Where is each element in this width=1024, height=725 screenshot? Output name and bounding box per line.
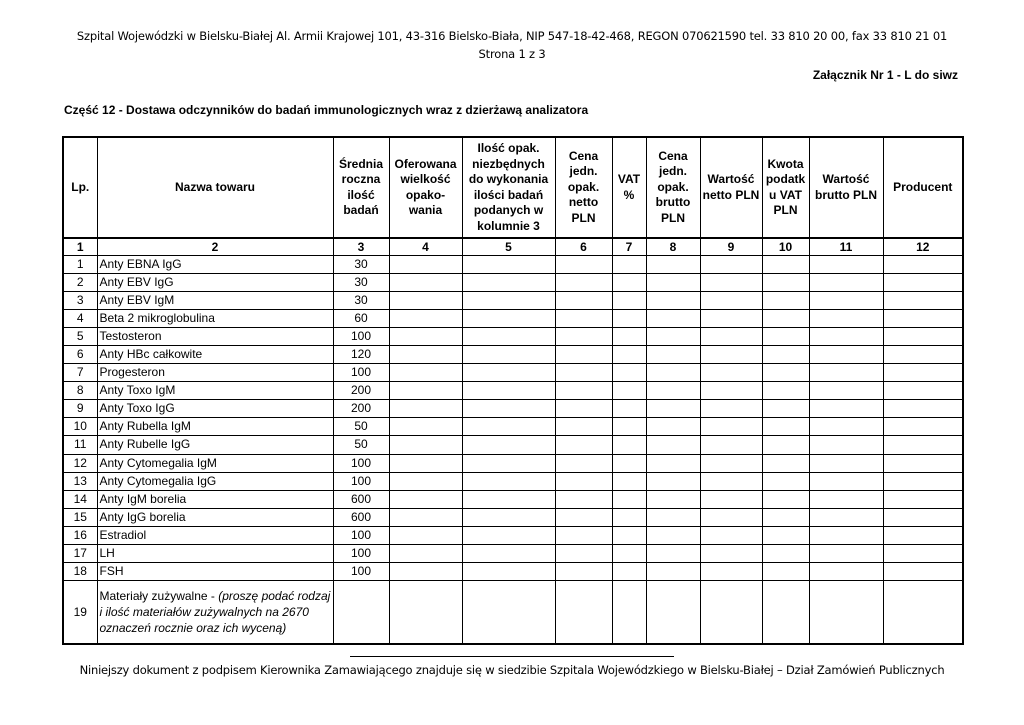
empty-cell bbox=[700, 490, 762, 508]
row-number: 10 bbox=[63, 418, 97, 436]
empty-cell bbox=[762, 364, 809, 382]
empty-cell bbox=[883, 490, 963, 508]
empty-cell bbox=[462, 545, 555, 563]
annual-quantity: 100 bbox=[333, 563, 389, 581]
empty-cell bbox=[883, 400, 963, 418]
empty-cell bbox=[646, 508, 700, 526]
hospital-header: Szpital Wojewódzki w Bielsku-Białej Al. Armii Krajowej 101, 43-316 Bielsko-Biała, NIP 547-18-42-468, REGON 070621590 tel. 33 810 20 00, fax 33 810 21 01 bbox=[76, 29, 948, 43]
column-number: 12 bbox=[883, 238, 963, 255]
annual-quantity: 200 bbox=[333, 400, 389, 418]
annual-quantity: 600 bbox=[333, 490, 389, 508]
product-name: Anty Rubelle IgG bbox=[97, 436, 333, 454]
empty-cell bbox=[646, 255, 700, 273]
table-row bbox=[63, 508, 963, 526]
empty-cell bbox=[646, 490, 700, 508]
empty-cell bbox=[809, 545, 883, 563]
empty-cell bbox=[389, 563, 462, 581]
row-number: 9 bbox=[63, 400, 97, 418]
empty-cell bbox=[555, 400, 612, 418]
product-name: Progesteron bbox=[97, 364, 333, 382]
column-header: Oferowana wielkość opako-wania bbox=[389, 137, 462, 238]
annual-quantity: 30 bbox=[333, 255, 389, 273]
empty-cell bbox=[612, 563, 646, 581]
column-number: 3 bbox=[333, 238, 389, 255]
empty-cell bbox=[612, 327, 646, 345]
row-number: 8 bbox=[63, 382, 97, 400]
column-header: Producent bbox=[883, 137, 963, 238]
empty-cell bbox=[612, 255, 646, 273]
table-row bbox=[63, 418, 963, 436]
empty-cell bbox=[646, 327, 700, 345]
column-number-row bbox=[63, 238, 963, 255]
empty-cell bbox=[883, 364, 963, 382]
product-name: Anty IgM borelia bbox=[97, 490, 333, 508]
empty-cell bbox=[612, 526, 646, 544]
empty-cell bbox=[646, 364, 700, 382]
table-row bbox=[63, 327, 963, 345]
table-row bbox=[63, 255, 963, 273]
empty-cell bbox=[612, 508, 646, 526]
empty-cell bbox=[646, 400, 700, 418]
empty-cell bbox=[462, 490, 555, 508]
empty-cell bbox=[700, 581, 762, 644]
table-header-row bbox=[63, 137, 963, 238]
empty-cell bbox=[700, 508, 762, 526]
empty-cell bbox=[700, 327, 762, 345]
empty-cell bbox=[883, 454, 963, 472]
row-number: 15 bbox=[63, 508, 97, 526]
empty-cell bbox=[809, 508, 883, 526]
empty-cell bbox=[389, 309, 462, 327]
empty-cell bbox=[389, 364, 462, 382]
empty-cell bbox=[555, 581, 612, 644]
annual-quantity: 100 bbox=[333, 526, 389, 544]
empty-cell bbox=[389, 581, 462, 644]
column-number: 11 bbox=[809, 238, 883, 255]
table-row bbox=[63, 436, 963, 454]
empty-cell bbox=[700, 400, 762, 418]
annual-quantity: 50 bbox=[333, 436, 389, 454]
annex-label: Załącznik Nr 1 - L do siwz bbox=[812, 68, 958, 82]
table-row bbox=[63, 545, 963, 563]
empty-cell bbox=[762, 418, 809, 436]
table-row bbox=[63, 526, 963, 544]
annual-quantity: 30 bbox=[333, 273, 389, 291]
empty-cell bbox=[762, 309, 809, 327]
row-number: 1 bbox=[63, 255, 97, 273]
empty-cell bbox=[883, 273, 963, 291]
empty-cell bbox=[809, 454, 883, 472]
empty-cell bbox=[555, 545, 612, 563]
empty-cell bbox=[809, 273, 883, 291]
part-title: Część 12 - Dostawa odczynników do badań immunologicznych wraz z dzierżawą analizatora bbox=[64, 103, 589, 117]
empty-cell bbox=[646, 581, 700, 644]
empty-cell bbox=[700, 364, 762, 382]
column-number: 9 bbox=[700, 238, 762, 255]
column-header: Kwota podatk u VAT PLN bbox=[762, 137, 809, 238]
product-name: Anty Rubella IgM bbox=[97, 418, 333, 436]
empty-cell bbox=[809, 327, 883, 345]
empty-cell bbox=[646, 382, 700, 400]
empty-cell bbox=[762, 400, 809, 418]
empty-cell bbox=[809, 400, 883, 418]
row-number: 13 bbox=[63, 472, 97, 490]
empty-cell bbox=[883, 563, 963, 581]
empty-cell bbox=[389, 345, 462, 363]
row-number: 16 bbox=[63, 526, 97, 544]
empty-cell bbox=[762, 563, 809, 581]
product-name: Anty EBNA IgG bbox=[97, 255, 333, 273]
empty-cell bbox=[462, 400, 555, 418]
product-name: Anty EBV IgM bbox=[97, 291, 333, 309]
empty-cell bbox=[389, 508, 462, 526]
table-row bbox=[63, 563, 963, 581]
table-row bbox=[63, 490, 963, 508]
empty-cell bbox=[646, 345, 700, 363]
empty-cell bbox=[462, 364, 555, 382]
empty-cell bbox=[700, 563, 762, 581]
empty-cell bbox=[462, 563, 555, 581]
empty-cell bbox=[389, 382, 462, 400]
empty-cell bbox=[809, 418, 883, 436]
empty-cell bbox=[762, 382, 809, 400]
empty-cell bbox=[555, 436, 612, 454]
column-number: 4 bbox=[389, 238, 462, 255]
empty-cell bbox=[555, 255, 612, 273]
empty-cell bbox=[612, 400, 646, 418]
product-name: Anty Cytomegalia IgM bbox=[97, 454, 333, 472]
empty-cell bbox=[646, 273, 700, 291]
empty-cell bbox=[646, 436, 700, 454]
empty-cell bbox=[462, 454, 555, 472]
products-table bbox=[62, 136, 964, 645]
empty-cell bbox=[809, 526, 883, 544]
empty-cell bbox=[762, 508, 809, 526]
empty-cell bbox=[555, 454, 612, 472]
empty-cell bbox=[462, 526, 555, 544]
empty-cell bbox=[555, 418, 612, 436]
empty-cell bbox=[612, 490, 646, 508]
product-name: Anty EBV IgG bbox=[97, 273, 333, 291]
empty-cell bbox=[809, 382, 883, 400]
annual-quantity: 100 bbox=[333, 454, 389, 472]
empty-cell bbox=[883, 382, 963, 400]
empty-cell bbox=[883, 309, 963, 327]
empty-cell bbox=[700, 526, 762, 544]
product-name: Anty HBc całkowite bbox=[97, 345, 333, 363]
empty-cell bbox=[883, 436, 963, 454]
product-name: Estradiol bbox=[97, 526, 333, 544]
empty-cell bbox=[389, 327, 462, 345]
empty-cell bbox=[555, 526, 612, 544]
empty-cell bbox=[809, 309, 883, 327]
empty-cell bbox=[883, 327, 963, 345]
column-header: Średnia roczna ilość badań bbox=[333, 137, 389, 238]
column-header: Wartość brutto PLN bbox=[809, 137, 883, 238]
empty-cell bbox=[883, 526, 963, 544]
empty-cell bbox=[612, 436, 646, 454]
empty-cell bbox=[700, 418, 762, 436]
empty-cell bbox=[646, 472, 700, 490]
empty-cell bbox=[883, 472, 963, 490]
empty-cell bbox=[762, 490, 809, 508]
empty-cell bbox=[555, 508, 612, 526]
empty-cell bbox=[762, 545, 809, 563]
empty-cell bbox=[555, 327, 612, 345]
column-number: 6 bbox=[555, 238, 612, 255]
empty-cell bbox=[462, 345, 555, 363]
empty-cell bbox=[389, 291, 462, 309]
column-header: Lp. bbox=[63, 137, 97, 238]
row-number: 3 bbox=[63, 291, 97, 309]
empty-cell bbox=[883, 581, 963, 644]
empty-cell bbox=[389, 273, 462, 291]
annual-quantity: 120 bbox=[333, 345, 389, 363]
row-number: 5 bbox=[63, 327, 97, 345]
row-number: 19 bbox=[63, 581, 97, 644]
row-number: 14 bbox=[63, 490, 97, 508]
table-row bbox=[63, 273, 963, 291]
annual-quantity: 50 bbox=[333, 418, 389, 436]
column-header: Wartość netto PLN bbox=[700, 137, 762, 238]
product-name: Testosteron bbox=[97, 327, 333, 345]
empty-cell bbox=[809, 563, 883, 581]
empty-cell bbox=[646, 545, 700, 563]
empty-cell bbox=[700, 255, 762, 273]
empty-cell bbox=[762, 436, 809, 454]
row-number: 11 bbox=[63, 436, 97, 454]
footer-note: Niniejszy dokument z podpisem Kierownika Zamawiającego znajduje się w siedzibie Szpitala Wojewódzkiego w Bielsku-Białej – Dział Zamówień Publicznych bbox=[79, 663, 945, 677]
consumables-instruction: (proszę podać rodzaj i ilość materiałów zużywalnych na 2670 oznaczeń rocznie oraz ich wyceną) bbox=[99, 588, 331, 635]
empty-cell bbox=[809, 291, 883, 309]
empty-cell bbox=[462, 581, 555, 644]
annual-quantity: 600 bbox=[333, 508, 389, 526]
empty-cell bbox=[389, 472, 462, 490]
empty-cell bbox=[389, 436, 462, 454]
empty-cell bbox=[612, 472, 646, 490]
empty-cell bbox=[462, 291, 555, 309]
footer-divider bbox=[350, 656, 674, 657]
row-number: 18 bbox=[63, 563, 97, 581]
empty-cell bbox=[555, 563, 612, 581]
empty-cell bbox=[762, 526, 809, 544]
table-row bbox=[63, 309, 963, 327]
annual-quantity: 60 bbox=[333, 309, 389, 327]
empty-cell bbox=[555, 291, 612, 309]
product-name: Anty IgG borelia bbox=[97, 508, 333, 526]
empty-cell bbox=[462, 327, 555, 345]
table-row bbox=[63, 472, 963, 490]
annual-quantity: 100 bbox=[333, 472, 389, 490]
empty-cell bbox=[646, 454, 700, 472]
column-number: 8 bbox=[646, 238, 700, 255]
empty-cell bbox=[700, 291, 762, 309]
empty-cell bbox=[762, 472, 809, 490]
empty-cell bbox=[809, 364, 883, 382]
empty-cell bbox=[700, 345, 762, 363]
row-number: 17 bbox=[63, 545, 97, 563]
empty-cell bbox=[389, 454, 462, 472]
table-row bbox=[63, 581, 963, 644]
column-number: 10 bbox=[762, 238, 809, 255]
empty-cell bbox=[646, 291, 700, 309]
column-number: 5 bbox=[462, 238, 555, 255]
empty-cell bbox=[762, 273, 809, 291]
empty-cell bbox=[555, 273, 612, 291]
annual-quantity: 100 bbox=[333, 327, 389, 345]
empty-cell bbox=[646, 563, 700, 581]
empty-cell bbox=[809, 345, 883, 363]
empty-cell bbox=[612, 291, 646, 309]
table-row bbox=[63, 364, 963, 382]
empty-cell bbox=[462, 472, 555, 490]
column-header: Nazwa towaru bbox=[97, 137, 333, 238]
annual-quantity: 30 bbox=[333, 291, 389, 309]
empty-cell bbox=[555, 490, 612, 508]
product-name: Anty Toxo IgG bbox=[97, 400, 333, 418]
column-number: 2 bbox=[97, 238, 333, 255]
empty-cell bbox=[700, 545, 762, 563]
table-row bbox=[63, 291, 963, 309]
row-number: 4 bbox=[63, 309, 97, 327]
empty-cell bbox=[883, 418, 963, 436]
empty-cell bbox=[612, 382, 646, 400]
column-header: Cena jedn. opak. netto PLN bbox=[555, 137, 612, 238]
row-number: 7 bbox=[63, 364, 97, 382]
empty-cell bbox=[462, 382, 555, 400]
consumables-label: Materiały zużywalne - bbox=[99, 588, 219, 603]
empty-cell bbox=[883, 545, 963, 563]
annual-quantity: 100 bbox=[333, 545, 389, 563]
empty-cell bbox=[389, 526, 462, 544]
empty-cell bbox=[646, 526, 700, 544]
empty-cell bbox=[389, 545, 462, 563]
empty-cell bbox=[555, 309, 612, 327]
empty-cell bbox=[555, 472, 612, 490]
empty-cell bbox=[809, 581, 883, 644]
empty-cell bbox=[762, 327, 809, 345]
empty-cell bbox=[462, 418, 555, 436]
annual-quantity: 100 bbox=[333, 364, 389, 382]
row-number: 6 bbox=[63, 345, 97, 363]
empty-cell bbox=[389, 418, 462, 436]
empty-cell bbox=[809, 255, 883, 273]
column-header: Ilość opak. niezbędnych do wykonania ilości badań podanych w kolumnie 3 bbox=[462, 137, 555, 238]
empty-cell bbox=[389, 490, 462, 508]
product-name: LH bbox=[97, 545, 333, 563]
product-name: FSH bbox=[97, 563, 333, 581]
empty-cell bbox=[883, 255, 963, 273]
empty-cell bbox=[883, 508, 963, 526]
table-row bbox=[63, 400, 963, 418]
annual-quantity: 200 bbox=[333, 382, 389, 400]
table-row bbox=[63, 454, 963, 472]
empty-cell bbox=[462, 255, 555, 273]
empty-cell bbox=[612, 364, 646, 382]
table-row bbox=[63, 382, 963, 400]
empty-cell bbox=[612, 345, 646, 363]
empty-cell bbox=[462, 309, 555, 327]
empty-cell bbox=[809, 472, 883, 490]
empty-cell bbox=[762, 291, 809, 309]
empty-cell bbox=[762, 454, 809, 472]
empty-cell bbox=[462, 436, 555, 454]
empty-cell bbox=[612, 581, 646, 644]
empty-cell bbox=[646, 418, 700, 436]
product-name bbox=[97, 581, 333, 644]
row-number: 2 bbox=[63, 273, 97, 291]
empty-cell bbox=[762, 255, 809, 273]
empty-cell bbox=[809, 436, 883, 454]
empty-cell bbox=[612, 454, 646, 472]
empty-cell bbox=[333, 581, 389, 644]
column-number: 1 bbox=[63, 238, 97, 255]
empty-cell bbox=[462, 273, 555, 291]
empty-cell bbox=[883, 291, 963, 309]
page-number: Strona 1 z 3 bbox=[478, 47, 546, 61]
table-row bbox=[63, 345, 963, 363]
empty-cell bbox=[700, 273, 762, 291]
product-name: Anty Cytomegalia IgG bbox=[97, 472, 333, 490]
empty-cell bbox=[700, 382, 762, 400]
empty-cell bbox=[883, 345, 963, 363]
empty-cell bbox=[389, 255, 462, 273]
product-name: Beta 2 mikroglobulina bbox=[97, 309, 333, 327]
column-number: 7 bbox=[612, 238, 646, 255]
empty-cell bbox=[462, 508, 555, 526]
column-header: VAT % bbox=[612, 137, 646, 238]
row-number: 12 bbox=[63, 454, 97, 472]
empty-cell bbox=[612, 545, 646, 563]
empty-cell bbox=[389, 400, 462, 418]
empty-cell bbox=[700, 309, 762, 327]
empty-cell bbox=[700, 472, 762, 490]
empty-cell bbox=[700, 436, 762, 454]
empty-cell bbox=[555, 382, 612, 400]
column-header: Cena jedn. opak. brutto PLN bbox=[646, 137, 700, 238]
empty-cell bbox=[612, 309, 646, 327]
empty-cell bbox=[809, 490, 883, 508]
empty-cell bbox=[762, 345, 809, 363]
empty-cell bbox=[646, 309, 700, 327]
empty-cell bbox=[762, 581, 809, 644]
empty-cell bbox=[612, 418, 646, 436]
product-name: Anty Toxo IgM bbox=[97, 382, 333, 400]
empty-cell bbox=[700, 454, 762, 472]
empty-cell bbox=[555, 364, 612, 382]
empty-cell bbox=[555, 345, 612, 363]
empty-cell bbox=[612, 273, 646, 291]
